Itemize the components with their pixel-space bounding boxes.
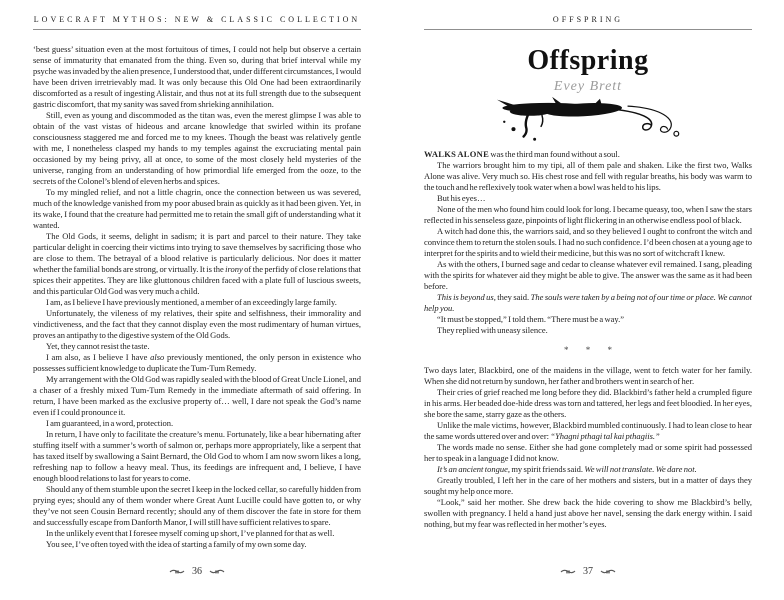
paragraph: [33, 429, 361, 484]
paragraph: [33, 231, 361, 297]
ink-splash-flourish-icon: [483, 96, 693, 142]
text-segment: A witch had done this, the warriors said, and so they believed I ought to confront the witch and convince them to return the stolen souls. I had no such confidence. I’d been chosen at a young age to interpret for the spirits and to wield their medicine, but this was no sort of witchcraft I knew.: [424, 226, 752, 258]
text-segment: Should any of them stumble upon the secret I keep in the locked cellar, so carefully hidden from prying eyes; should any of them wonder where Great Aunt Lucille could have gotten to, or why they’ve not seen Cousin Bernard recently; should any of them discover the fate in store for them and successfully escape from Danforth Manor, I will still have sufficient relatives to spare.: [33, 484, 361, 527]
paragraph: [33, 539, 361, 550]
paragraph: [424, 325, 752, 336]
text-segment: previously mentioned, the only person in existence who possesses sufficient knowledge to duplicate the Tum-Tum Remedy.: [33, 352, 361, 373]
text-segment: Their cries of grief reached me long before they did. Blackbird’s father held a crumpled figure in his arms. Her beaded doe-hide dress was torn and tattered, her legs and feet bloodied. In her eyes, she bore the same, starry gaze as the others.: [424, 387, 752, 419]
story-title: Offspring: [527, 45, 649, 76]
text-segment: In the unlikely event that I foresee myself coming up short, I’ve planned for that as well.: [46, 528, 335, 538]
text-segment: “Look,” said her mother. She drew back the hide covering to show me Blackbird’s belly, swollen with pregnancy. I held a hand just above her navel, sensing the dark energy within. I said nothing, but my fear was reflected in her mother’s eyes.: [424, 497, 752, 529]
paragraph: [424, 475, 752, 497]
paragraph: [424, 442, 752, 464]
paragraph: [33, 484, 361, 528]
paragraph: [424, 149, 752, 160]
left-running-header: LOVECRAFT MYTHOS: NEW & CLASSIC COLLECTION: [33, 15, 361, 30]
right-page-body: [424, 149, 752, 557]
paragraph: [33, 352, 361, 374]
folio-ornament-left-icon: [560, 568, 576, 576]
text-segment: Two days later, Blackbird, one of the maidens in the village, went to fetch water for her family. When she did not return by sundown, her father and brothers went in search of her.: [424, 365, 752, 386]
text-segment: To my mingled relief, and not a little chagrin, once the connection between us was severed, much of the knowledge vanished from my poor abused brain as quickly as it had been given. Yet, in its wake, I found that the creature had permitted me to retain the small gift of understanding what it wanted.: [33, 187, 361, 230]
italic-text-segment: also: [150, 352, 165, 362]
italic-text-segment: The souls were taken by a being not of our time or place. We cannot help you.: [424, 292, 752, 313]
text-segment: You see, I’ve often toyed with the idea of starting a family of my own some day.: [46, 539, 307, 549]
text-segment: My arrangement with the Old God was rapidly sealed with the blood of Great Uncle Lionel, and a chaser of a freshly mixed Tum-Tum Remedy in the immediate aftermath of said offering. In return, I have been marked as the exclusive property of… well, I dare not speak the God’s name even if I could pronounce it.: [33, 374, 361, 417]
text-segment: “It must be stopped,” I told them. “There must be a way.”: [437, 314, 625, 324]
italic-text-segment: We will not translate. We dare not.: [584, 464, 697, 474]
text-segment: But his eyes…: [437, 193, 486, 203]
text-segment: I am guaranteed, in a word, protection.: [46, 418, 174, 428]
folio-ornament-right-icon: [209, 568, 225, 576]
paragraph: [424, 160, 752, 193]
paragraph: [424, 420, 752, 442]
paragraph: [424, 497, 752, 530]
text-segment: Greatly troubled, I left her in the care of her mothers and sisters, but in a matter of days they sought my help once more.: [424, 475, 752, 496]
text-segment: In return, I have only to facilitate the creature’s menu. Fortunately, like a bear hibernating after stuffing itself with a summer’s worth of salmon or, perhaps more appropriately, like a serpent that has taxed itself by swallowing a Saint Bernard, the Old God to whom I am now sworn likes a long, refreshing nap to follow a heavy meal. Thus, its feedings are infrequent and, I believe, I have enough blood relations to last for years to come.: [33, 429, 361, 483]
left-page-number: 36: [192, 566, 202, 578]
paragraph: [424, 464, 752, 475]
text-segment: The warriors brought him to my tipi, all of them pale and shaken. Like the first two, Walks Alone was alive. Very much so. His chest rose and fell with regular breaths, his body was warm to the touch and he reflexively took water when a bowl was held to his lips.: [424, 160, 752, 192]
paragraph: [424, 204, 752, 226]
paragraph: [424, 387, 752, 420]
text-segment: ‘best guess’ situation even at the most fortuitous of times, I could not help but observe a certain sense of immaturity that emanated from the thing. Even so, during that brief interval while my psyche was invaded by the alien presence, I understood that, under different circumstances, I would have been driven irretrievably mad. It was only because this Old One had been extraordinarily discomforted as a result of ingesting Alistair, and thus not at its full strength due to the subsequent gastric discomfort, that my sanity was saved from shrieking annihilation.: [33, 44, 361, 109]
paragraph: [33, 187, 361, 231]
right-page-number: 37: [583, 566, 593, 578]
paragraph: [424, 365, 752, 387]
text-segment: They replied with uneasy silence.: [437, 325, 548, 335]
story-author: Evey Brett: [553, 79, 623, 94]
text-segment: Unfortunately, the vileness of my relatives, their spite and selfishness, their immorality and vindictiveness, and the fact that they cannot display even the most rudimentary of human virtues, proves an antipathy to the digestive system of the Old Gods.: [33, 308, 361, 340]
story-title-block: [424, 46, 752, 142]
text-segment: Unlike the male victims, however, Blackbird mumbled continuously. I had to lean close to hear the same words uttered over and over:: [424, 420, 752, 441]
text-segment: As with the others, I burned sage and cedar to cleanse whatever evil remained. I sang, pleading with the spirits for whatever aid they might be able to give. The answer was the same as it had been before.: [424, 259, 752, 291]
italic-text-segment: This is beyond us,: [437, 292, 496, 302]
text-segment: Still, even as young and discommoded as the titan was, even the merest glimpse I was able to obtain of the vast vistas of hideous and arcane knowledge that swirled within its profane consciousness staggered me and forced me to my knees. Though the beast was relatively gentle with me, I nonetheless clasped my hands to my temples against the excruciating mental pain occasioned by my being privy, all at once, to some of the most closely held mysteries of the universe, ranging from an understanding of how primordial life emerged from the ooze, to the secrets of the Colonel’s blend of eleven herbs and spices.: [33, 110, 361, 186]
left-page-folio: [33, 566, 361, 577]
paragraph: [33, 297, 361, 308]
text-segment: of the perfidy of close relations that spices their appetites. They are like gluttonous children faced with a plate full of luscious sweets, and this particular Old God was very much a child.: [33, 264, 361, 296]
italic-text-segment: “Yhagni pthagi tal kai pthagiis.”: [550, 431, 660, 441]
right-running-header: OFFSPRING: [424, 15, 752, 30]
folio-ornament-left-icon: [169, 568, 185, 576]
paragraph: [424, 259, 752, 292]
left-page: [33, 0, 361, 600]
paragraph: [33, 528, 361, 539]
folio-ornament-right-icon: [600, 568, 616, 576]
text-segment: my spirit friends said.: [510, 464, 585, 474]
right-page: [424, 0, 752, 600]
text-segment: The Old Gods, it seems, delight in sadism; it is part and parcel to their nature. They take particular delight in coercing their victims into trying to save themselves by sacrificing those who are close to them. The betrayal of a blood relative is particularly delicious. Nor does it matter whether the familial bonds are strong, or virtually. It is the: [33, 231, 361, 274]
text-segment: I am also, as I believe I have: [46, 352, 151, 362]
section-break-ornament: * * *: [564, 345, 618, 355]
paragraph: [33, 341, 361, 352]
text-segment: they said.: [495, 292, 531, 302]
text-segment: The words made no sense. Either she had gone completely mad or some spirit had possessed her to speak in a language I did not know.: [424, 442, 752, 463]
bold-lead-text: WALKS ALONE: [424, 149, 490, 159]
paragraph: [424, 193, 752, 204]
paragraph: [33, 110, 361, 187]
paragraph: [33, 374, 361, 418]
title-flourish-wrap: [424, 96, 752, 142]
right-page-folio: [424, 566, 752, 577]
paragraph: [33, 308, 361, 341]
paragraph: [424, 314, 752, 325]
paragraph: [33, 418, 361, 429]
left-page-body: [33, 44, 361, 558]
paragraph: [424, 226, 752, 259]
italic-text-segment: It’s an ancient tongue,: [437, 464, 510, 474]
text-segment: I am, as I believe I have previously mentioned, a member of an exceedingly large family.: [46, 297, 337, 307]
italic-text-segment: irony: [225, 264, 243, 274]
paragraph: [424, 292, 752, 314]
text-segment: Yet, they cannot resist the taste.: [46, 341, 150, 351]
text-segment: was the third man found without a soul.: [489, 149, 620, 159]
paragraph: [33, 44, 361, 110]
text-segment: None of the men who found him could look for long. I became queasy, too, when I saw the stars reflected in his senseless gaze, pinpoints of light flickering in an otherwise endless pool of black.: [424, 204, 752, 225]
